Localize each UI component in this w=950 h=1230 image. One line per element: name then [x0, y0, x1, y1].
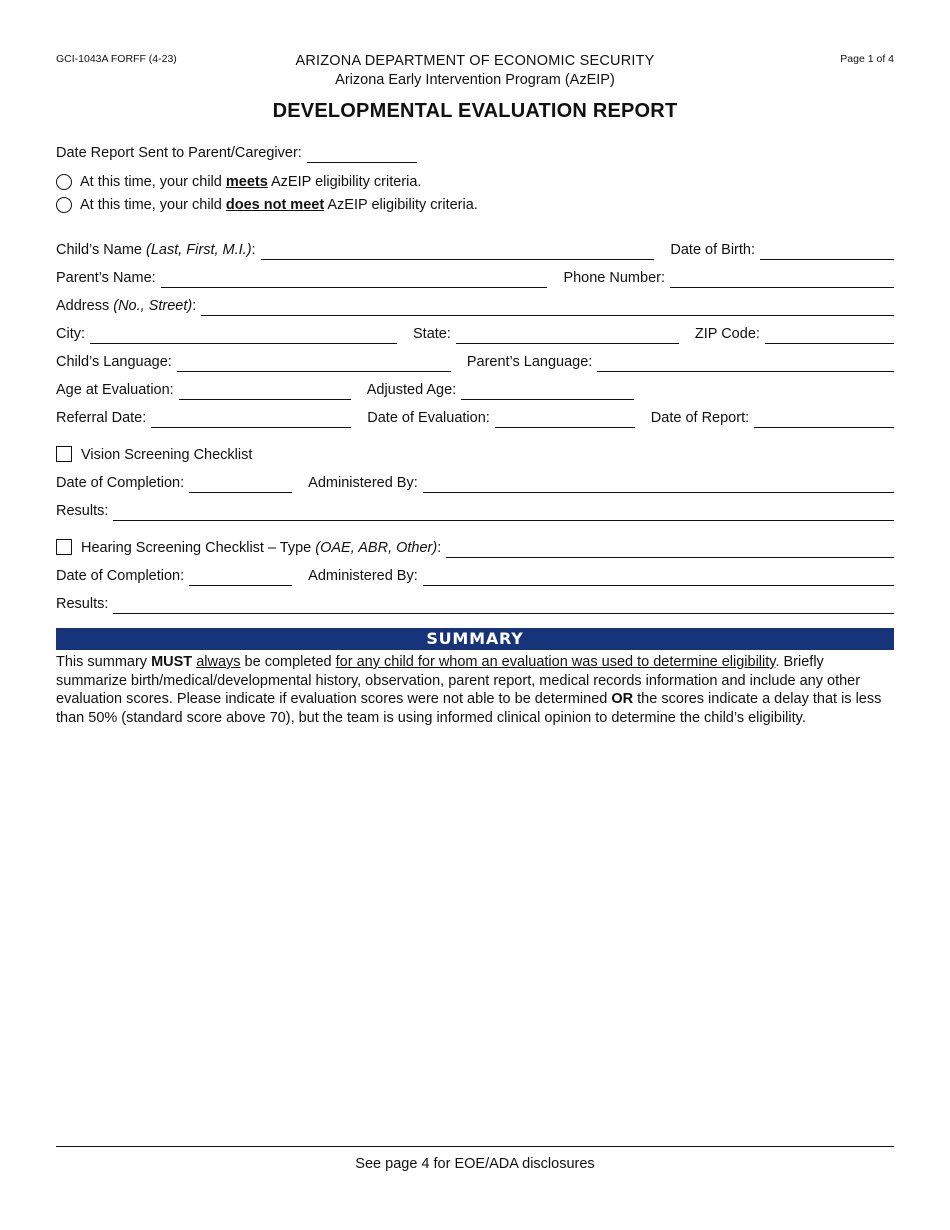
vision-results-label: Results: [56, 503, 109, 519]
eligibility-not-meets-label: At this time, your child does not meet AzEIP eligibility criteria. [80, 197, 478, 213]
hearing-title-row [56, 538, 894, 558]
parent-language-label: Parent’s Language: [466, 354, 593, 370]
eligibility-not-meets-option[interactable] [56, 197, 478, 213]
hearing-administered-label: Administered By: [308, 568, 418, 584]
hearing-administered-field[interactable] [423, 569, 894, 586]
language-row [56, 352, 894, 372]
adjusted-age-label: Adjusted Age: [366, 382, 457, 398]
city-label: City: [56, 326, 85, 342]
eligibility-meets-label: At this time, your child meets AzEIP eligibility criteria. [80, 174, 422, 190]
address-label: Address (No., Street): [56, 298, 197, 314]
page-title: DEVELOPMENTAL EVALUATION REPORT [272, 100, 678, 122]
address-field[interactable] [201, 299, 894, 316]
hearing-results-field[interactable] [113, 597, 894, 614]
vision-title-row [56, 445, 894, 465]
phone-label: Phone Number: [563, 270, 665, 286]
vision-checkbox[interactable] [56, 446, 72, 462]
report-date-label: Date of Report: [650, 410, 750, 426]
age-row [56, 380, 894, 400]
hearing-checkbox[interactable] [56, 539, 72, 555]
child-language-field[interactable] [177, 355, 451, 372]
report-sent-label: Date Report Sent to Parent/Caregiver: [56, 145, 302, 161]
zip-field[interactable] [765, 327, 894, 344]
evaluation-date-field[interactable] [495, 411, 635, 428]
parent-language-field[interactable] [597, 355, 894, 372]
hearing-results-label: Results: [56, 596, 109, 612]
child-language-label: Child’s Language: [56, 354, 172, 370]
eligibility-meets-radio[interactable] [56, 174, 72, 190]
parent-name-label: Parent’s Name: [56, 270, 156, 286]
footer-divider [56, 1146, 894, 1147]
referral-date-field[interactable] [151, 411, 351, 428]
eligibility-not-meets-radio[interactable] [56, 197, 72, 213]
state-field[interactable] [456, 327, 679, 344]
city-row [56, 324, 894, 344]
footer-note: See page 4 for EOE/ADA disclosures [355, 1156, 595, 1172]
evaluation-date-label: Date of Evaluation: [367, 410, 490, 426]
dob-field[interactable] [760, 243, 894, 260]
adjusted-age-field[interactable] [461, 383, 634, 400]
parent-name-row [56, 268, 894, 288]
dates-row [56, 408, 894, 428]
age-evaluation-field[interactable] [179, 383, 351, 400]
page-number: Page 1 of 4 [840, 53, 894, 65]
vision-results-field[interactable] [113, 504, 894, 521]
vision-results-row [56, 501, 894, 521]
state-label: State: [413, 326, 451, 342]
report-sent-row [56, 143, 894, 163]
agency-name: ARIZONA DEPARTMENT OF ECONOMIC SECURITY [295, 53, 655, 69]
phone-field[interactable] [670, 271, 894, 288]
age-evaluation-label: Age at Evaluation: [56, 382, 174, 398]
city-field[interactable] [90, 327, 397, 344]
dob-label: Date of Birth: [670, 242, 755, 258]
parent-name-field[interactable] [161, 271, 548, 288]
program-name: Arizona Early Intervention Program (AzEIP) [335, 72, 615, 88]
vision-completion-label: Date of Completion: [56, 475, 185, 491]
vision-administered-field[interactable] [423, 476, 894, 493]
report-date-field[interactable] [754, 411, 894, 428]
child-name-field[interactable] [261, 243, 655, 260]
hearing-title: Hearing Screening Checklist – Type (OAE, ABR, Other): [81, 540, 442, 556]
report-sent-field[interactable] [307, 146, 417, 163]
hearing-results-row [56, 594, 894, 614]
referral-date-label: Referral Date: [56, 410, 147, 426]
summary-heading: SUMMARY [56, 628, 894, 650]
address-row [56, 296, 894, 316]
hearing-completion-label: Date of Completion: [56, 568, 185, 584]
hearing-type-field[interactable] [446, 541, 894, 558]
vision-administered-label: Administered By: [308, 475, 418, 491]
summary-instructions: This summary MUST always be completed for any child for whom an evaluation was used to determine eligibility. Briefly summarize birth/medical/developmental history, observation, parent report, medical records information and include any other evaluation scores. Please indicate if evaluation scores were not able to be determined OR the scores indicate a delay that is less than 50% (standard score above 70), but the team is using informed clinical opinion to determine the child’s eligibility. [56, 654, 882, 726]
child-name-label: Child’s Name (Last, First, M.I.): [56, 242, 256, 258]
hearing-completion-row [56, 566, 894, 586]
vision-title: Vision Screening Checklist [81, 447, 253, 463]
zip-label: ZIP Code: [694, 326, 760, 342]
vision-completion-row [56, 473, 894, 493]
form-id: GCI-1043A FORFF (4-23) [56, 53, 177, 65]
vision-completion-field[interactable] [189, 476, 292, 493]
child-name-row [56, 240, 894, 260]
eligibility-meets-option[interactable] [56, 174, 421, 190]
hearing-completion-field[interactable] [189, 569, 292, 586]
